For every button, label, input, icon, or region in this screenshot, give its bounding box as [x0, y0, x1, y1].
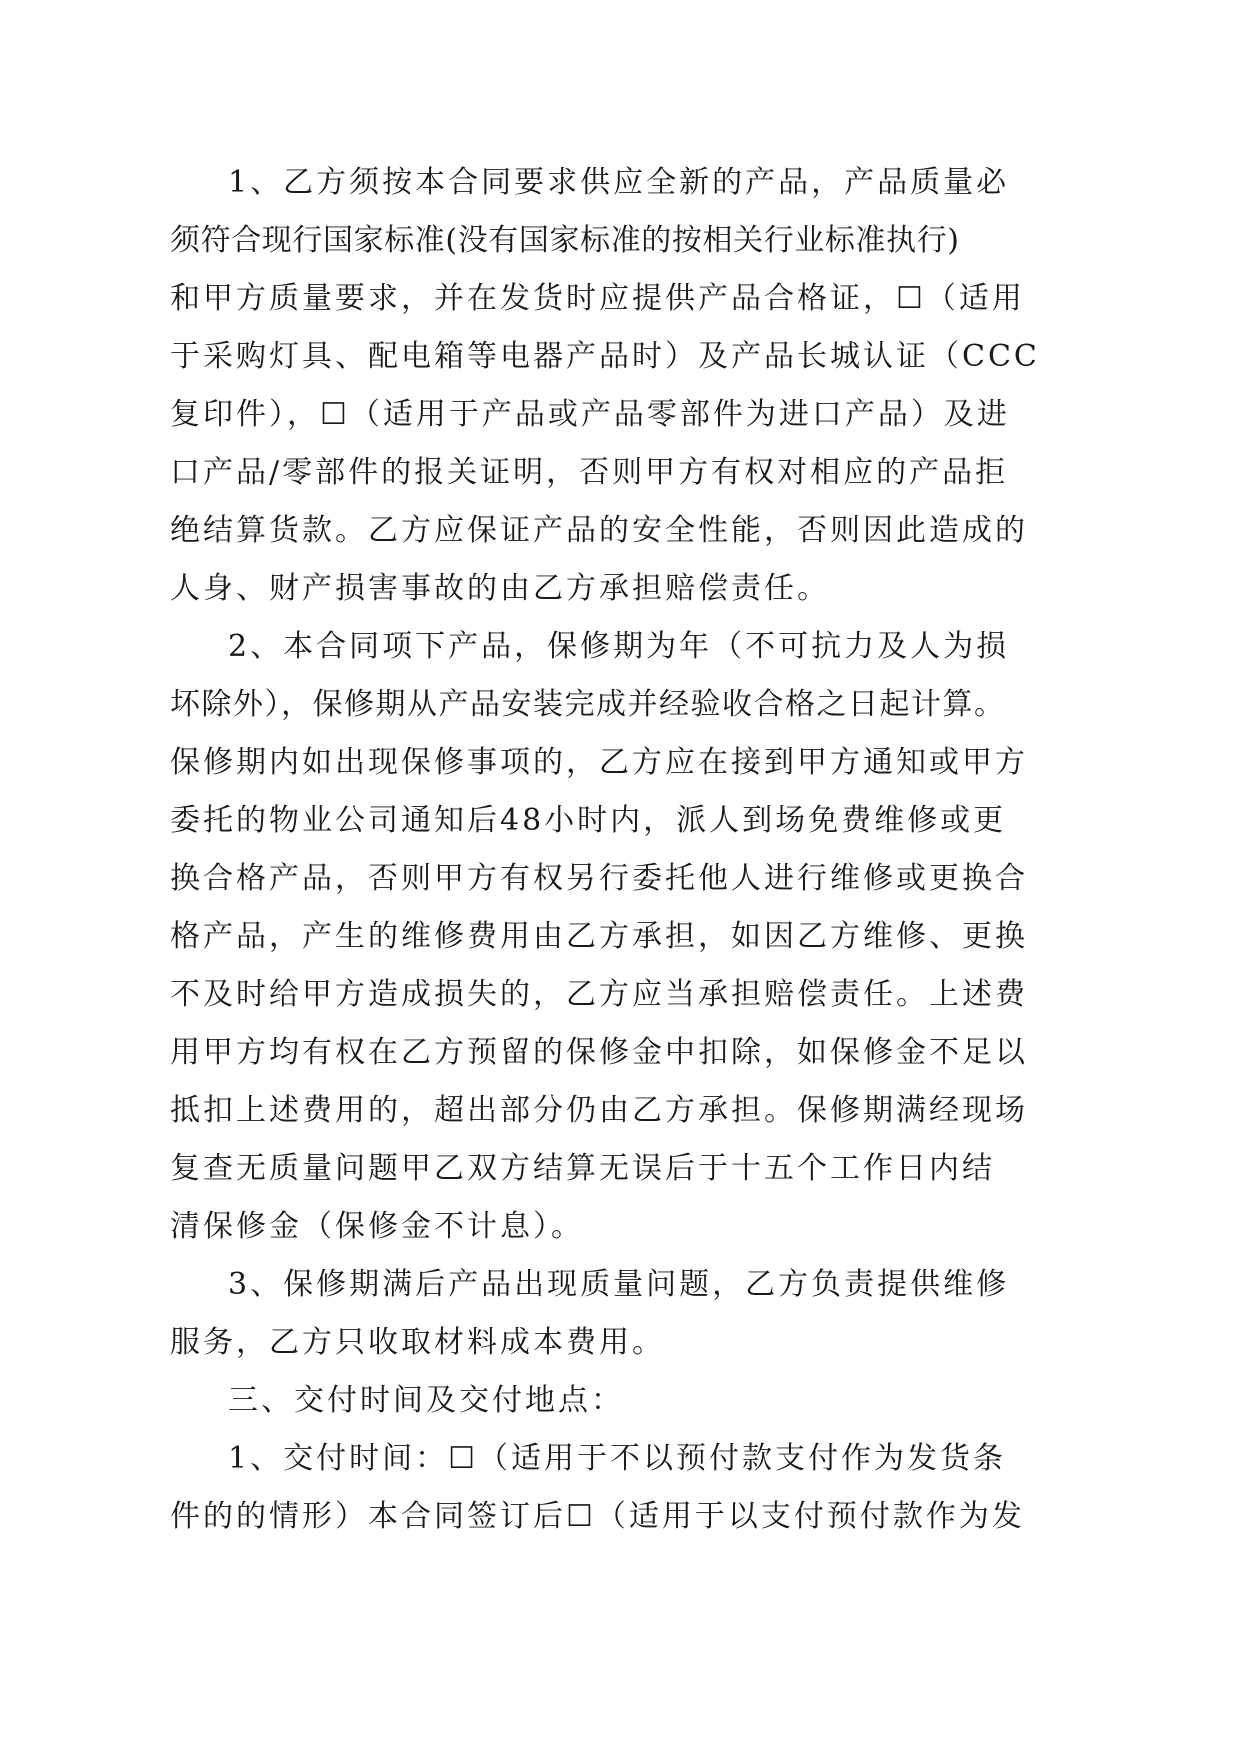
text-line: 清保修金（保修金不计息）。	[170, 1209, 584, 1244]
text-line: 委托的物业公司通知后48小时内，派人到场免费维修或更	[170, 803, 1007, 838]
text-line: 换合格产品，否则甲方有权另行委托他人进行维修或更换合	[170, 861, 1028, 896]
text-line: 1、乙方须按本合同要求供应全新的产品，产品质量必	[228, 165, 1010, 200]
text-line: 坏除外），保修期从产品安装完成并经验收合格之日起计算。	[170, 687, 1006, 722]
text-line: 不及时给甲方造成损失的，乙方应当承担赔偿责任。上述费	[170, 977, 1028, 1012]
text-line: 件的的情形）本合同签订后☐（适用于以支付预付款作为发	[170, 1499, 1025, 1534]
text-line: 于采购灯具、配电箱等电器产品时）及产品长城认证（CCC	[170, 339, 1040, 374]
text-line: 用甲方均有权在乙方预留的保修金中扣除，如保修金不足以	[170, 1035, 1028, 1070]
text-line: 绝结算货款。乙方应保证产品的安全性能，否则因此造成的	[170, 513, 1028, 548]
text-line: 3、保修期满后产品出现质量问题，乙方负责提供维修	[228, 1267, 1010, 1302]
text-line: 和甲方质量要求，并在发货时应提供产品合格证，☐（适用	[170, 281, 1025, 316]
text-line: 2、本合同项下产品，保修期为年（不可抗力及人为损	[228, 629, 1010, 664]
text-line: 复印件），☐（适用于产品或产品零部件为进口产品）及进	[170, 397, 1010, 432]
text-line: 格产品，产生的维修费用由乙方承担，如因乙方维修、更换	[170, 919, 1028, 954]
text-line: 人身、财产损害事故的由乙方承担赔偿责任。	[170, 571, 830, 606]
text-line: 1、交付时间：☐（适用于不以预付款支付作为发货条	[228, 1441, 1006, 1476]
text-line: 服务，乙方只收取材料成本费用。	[170, 1325, 665, 1360]
text-line: 三、交付时间及交付地点：	[228, 1383, 624, 1418]
text-line: 口产品/零部件的报关证明，否则甲方有权对相应的产品拒	[170, 455, 1009, 490]
text-line: 保修期内如出现保修事项的，乙方应在接到甲方通知或甲方	[170, 745, 1028, 780]
text-line: 复查无质量问题甲乙双方结算无误后于十五个工作日内结	[170, 1151, 995, 1186]
text-line: 抵扣上述费用的，超出部分仍由乙方承担。保修期满经现场	[170, 1093, 1028, 1128]
text-line: 须符合现行国家标准(没有国家标准的按相关行业标准执行)	[170, 223, 960, 258]
